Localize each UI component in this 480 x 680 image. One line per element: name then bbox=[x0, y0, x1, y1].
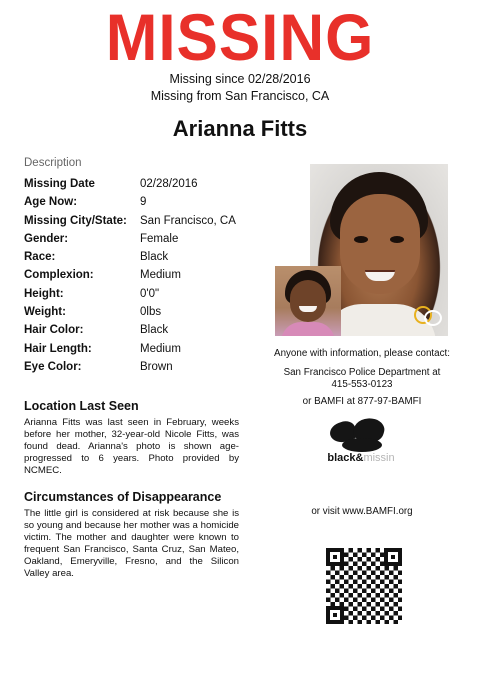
website-link[interactable]: or visit www.BAMFI.org bbox=[311, 506, 413, 517]
fact-row bbox=[24, 269, 264, 287]
location-text: Arianna Fitts was last seen in February, weeks before her mother, 32-year-old Nicole Fitts, was found dead. Arianna's photo is shown age-progressed to 6 years. Photo provided by NCMEC. bbox=[24, 417, 239, 476]
missing-headline: MISSING bbox=[105, 0, 375, 74]
childhood-photo bbox=[275, 266, 341, 336]
fact-label: Missing City/State: bbox=[24, 214, 127, 227]
bamfi-contact: or BAMFI at 877-97-BAMFI bbox=[302, 396, 422, 407]
photo-eye bbox=[390, 236, 404, 243]
fact-label: Weight: bbox=[24, 306, 66, 319]
fact-row bbox=[24, 178, 264, 196]
fact-row bbox=[24, 215, 264, 233]
location-heading: Location Last Seen bbox=[24, 399, 139, 413]
fact-row bbox=[24, 306, 264, 324]
fact-label: Complexion: bbox=[24, 269, 94, 282]
fact-label: Gender: bbox=[24, 232, 69, 245]
fact-row bbox=[24, 251, 264, 269]
logo-figure-icon bbox=[342, 438, 382, 452]
fact-label: Race: bbox=[24, 251, 56, 264]
fact-value: 02/28/2016 bbox=[140, 178, 198, 190]
fact-value: San Francisco, CA bbox=[140, 214, 236, 227]
fact-label: Hair Length: bbox=[24, 342, 92, 355]
fact-value: Female bbox=[140, 232, 179, 245]
fact-row bbox=[24, 233, 264, 251]
fact-label: Age Now: bbox=[24, 196, 78, 209]
contact-intro: Anyone with information, please contact: bbox=[274, 348, 450, 359]
fact-value: 0'0" bbox=[140, 287, 160, 300]
fact-label: Hair Color: bbox=[24, 324, 84, 337]
fact-value: 9 bbox=[140, 196, 147, 209]
fact-row bbox=[24, 196, 264, 214]
fact-value: Black bbox=[140, 251, 169, 264]
police-phone: 415-553-0123 bbox=[331, 379, 393, 390]
fact-value: Brown bbox=[140, 360, 173, 373]
circumstances-heading: Circumstances of Disappearance bbox=[24, 490, 222, 504]
fact-value: Medium bbox=[140, 342, 181, 355]
logo-wordmark: black&missin bbox=[327, 452, 395, 464]
ncmec-logo-icon bbox=[412, 306, 442, 328]
black-and-missing-logo bbox=[318, 418, 404, 484]
missing-from: Missing from San Francisco, CA bbox=[150, 89, 330, 103]
fact-value: Medium bbox=[140, 269, 181, 282]
fact-row bbox=[24, 288, 264, 306]
police-line: San Francisco Police Department at bbox=[283, 367, 441, 378]
fact-label: Eye Color: bbox=[24, 360, 82, 373]
facts-list bbox=[24, 178, 264, 379]
photo-eye bbox=[354, 236, 368, 243]
fact-row bbox=[24, 343, 264, 361]
photo-face bbox=[290, 280, 326, 322]
fact-row bbox=[24, 361, 264, 379]
circumstances-text: The little girl is considered at risk because she is so young and because her mother was a homicide victim. The mother and daughter were known to frequent San Francisco, Santa Cruz, San Mateo, Oakland, Emeryville, Fresno, and the Silicon Valley area. bbox=[24, 508, 239, 579]
qr-code-icon[interactable] bbox=[324, 546, 404, 626]
fact-label: Height: bbox=[24, 287, 64, 300]
photo-shirt bbox=[281, 322, 335, 336]
person-name: Arianna Fitts bbox=[172, 116, 308, 141]
fact-label: Missing Date bbox=[24, 178, 95, 190]
fact-value: Black bbox=[140, 324, 169, 337]
police-contact bbox=[262, 367, 462, 391]
description-heading: Description bbox=[24, 157, 82, 169]
fact-value: 0lbs bbox=[140, 306, 162, 319]
fact-row bbox=[24, 324, 264, 342]
missing-since: Missing since 02/28/2016 bbox=[169, 72, 311, 86]
